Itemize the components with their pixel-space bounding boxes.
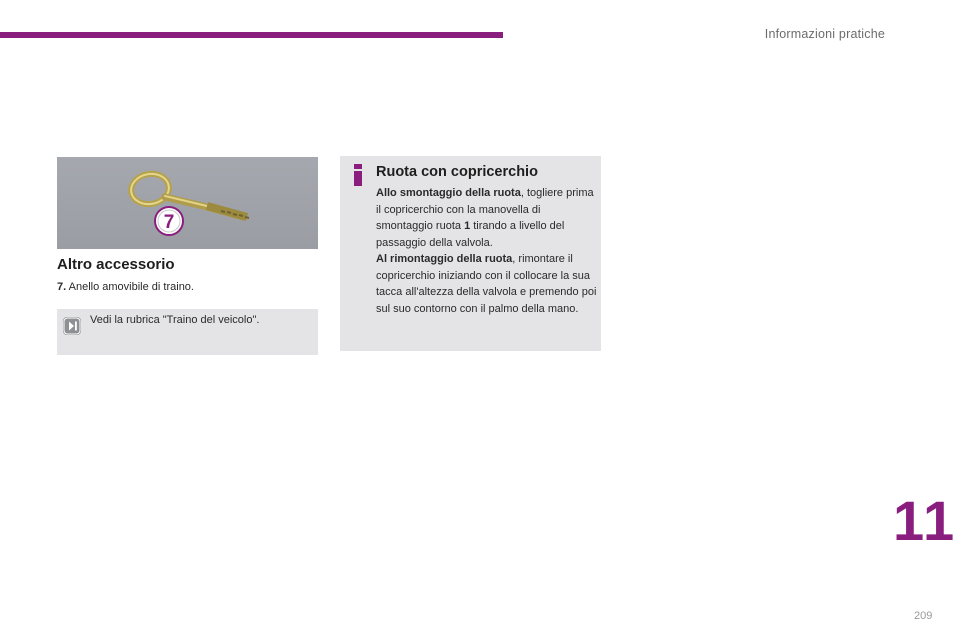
towing-eye-illustration: [57, 157, 318, 249]
info-p1-text-a: , togliere prima il copricerchio con la manovella di smontaggio ruota: [376, 187, 594, 232]
see-also-arrow-icon: [63, 317, 81, 335]
see-also-box: [57, 309, 318, 355]
towing-eye-figure: [57, 157, 318, 249]
info-body: [376, 185, 598, 317]
info-icon: [351, 164, 365, 186]
info-p1-text-b: tirando a livello del passaggio della valvola.: [376, 220, 565, 249]
header-accent-bar: [0, 32, 503, 38]
chapter-number: 11: [893, 489, 957, 552]
info-paragraph-1: [376, 185, 598, 251]
info-p2-text: , rimontare il copricerchio iniziando con il collocare la sua tacca all'altezza della valvola e premendo poi sul suo contorno con il palmo della mano.: [376, 253, 597, 315]
item-text: Anello amovibile di traino.: [66, 281, 194, 293]
info-p1-bold: Allo smontaggio della ruota: [376, 187, 521, 199]
info-box: [340, 156, 601, 351]
info-title: Ruota con copricerchio: [376, 164, 538, 180]
info-p2-bold: Al rimontaggio della ruota: [376, 253, 513, 265]
item-number: 7.: [57, 281, 67, 293]
altro-accessorio-heading: Altro accessorio: [57, 256, 175, 273]
section-title: Informazioni pratiche: [764, 27, 885, 41]
info-p1-number: 1: [464, 220, 471, 232]
info-paragraph-2: [376, 251, 598, 317]
accessory-caption: [57, 281, 194, 293]
page-number: 209: [914, 610, 933, 622]
see-also-text: Vedi la rubrica "Traino del veicolo".: [90, 314, 260, 326]
figure-label: 7: [163, 212, 175, 233]
